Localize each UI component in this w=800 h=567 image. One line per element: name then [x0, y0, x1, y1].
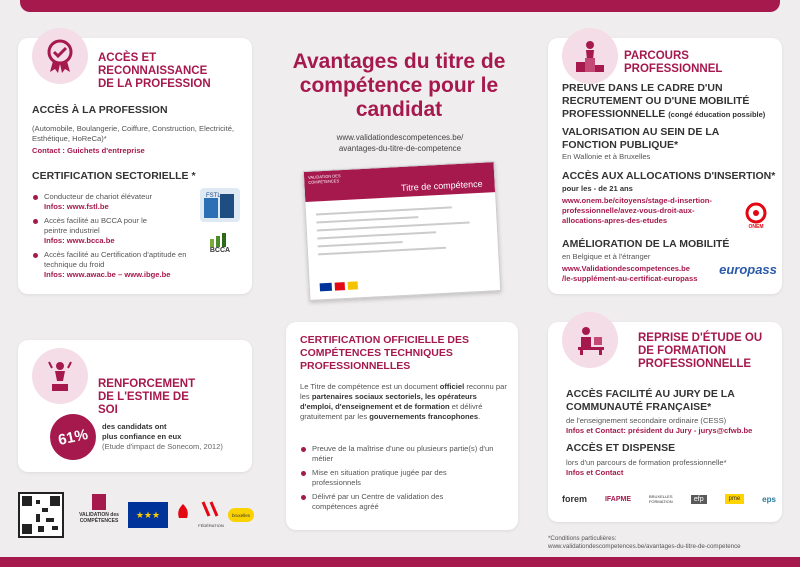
- forem-logo: forem: [562, 494, 588, 504]
- card-title: RENFORCEMENT DE L'ESTIME DE SOI: [98, 378, 196, 416]
- card-title: REPRISE D'ÉTUDE OU DE FORMATION PROFESSIONNELLE: [638, 332, 763, 370]
- certificate-header: VALIDATION DES COMPÉTENCES: [307, 173, 341, 185]
- card-reprise-etude: [548, 322, 782, 522]
- list-item: Mise en situation pratique jugée par des professionnels: [300, 468, 480, 488]
- onem-logo: [740, 200, 772, 232]
- card-title: ACCÈS ET RECONNAISSANCE DE LA PROFESSION: [98, 52, 211, 90]
- card-estime-de-soi: [18, 340, 252, 472]
- section-note: (congé éducation possible): [668, 110, 766, 119]
- fstl-logo: [200, 188, 240, 222]
- conditions-label: *Conditions particulières:: [548, 535, 617, 542]
- section-text: de l'enseignement secondaire ordinaire (CESS): [566, 416, 727, 425]
- mobility-link[interactable]: www.Validationdescompetences.be: [562, 264, 691, 273]
- p-text: .: [478, 412, 481, 421]
- item-link[interactable]: Infos: www.awac.be – www.ibge.be: [44, 270, 171, 279]
- list-item: Délivré par un Centre de validation des compétences agréé: [300, 492, 480, 512]
- p-bold: gouvernements francophones: [369, 412, 479, 421]
- onem-link[interactable]: www.onem.be/citoyens/stage-d-insertion-professionnelle/avez-vous-droit-aux-allocations-apres-des-etudes: [562, 196, 712, 225]
- list-item: [32, 216, 162, 246]
- europass-logo-text: europass: [719, 261, 777, 277]
- section-title: ACCÈS AUX ALLOCATIONS D'INSERTION*: [562, 170, 776, 182]
- p-text: reconnu par les: [300, 382, 507, 401]
- validation-competences-logo-text: VALIDATION des COMPÉTENCES: [79, 512, 119, 524]
- eu-flag-logo: ★★★: [128, 502, 168, 528]
- item-text: Conducteur de chariot élévateur: [44, 192, 153, 201]
- bruxelles-logo-text: bruxelles: [231, 512, 250, 518]
- bcca-logo: [202, 230, 238, 256]
- section-title: PREUVE DANS LE CADRE D'UN RECRUTEMENT OU D'UNE MOBILITÉ PROFESSIONNELLE: [562, 82, 750, 120]
- eps-logo: eps: [762, 494, 776, 504]
- wallonie-logo: [174, 502, 192, 528]
- contact-text: Contact : Guichets d'entreprise: [32, 146, 145, 155]
- section-text: lors d'un parcours de formation professionnelle*: [566, 458, 727, 467]
- validation-competences-logo: [76, 494, 122, 538]
- item-link[interactable]: Infos: www.bcca.be: [44, 236, 115, 245]
- page-title: Avantages du titre de compétence pour le candidat: [292, 50, 506, 121]
- federation-logo-text: FÉDÉRATION: [198, 523, 224, 528]
- podium-person-icon: [562, 28, 618, 84]
- mobility-link-2[interactable]: /le-supplément-au-certificat-europass: [562, 274, 698, 283]
- stat-line-1: des candidats ont: [102, 422, 167, 431]
- section-title: AMÉLIORATION DE LA MOBILITÉ: [562, 238, 730, 250]
- section-title: CERTIFICATION SECTORIELLE *: [32, 170, 196, 182]
- ifapme-logo: IFAPME: [604, 495, 632, 503]
- section-title: ACCÈS ET DISPENSE: [566, 442, 676, 454]
- card-title: PARCOURS PROFESSIONNEL: [624, 50, 723, 75]
- card-acces-reconnaissance: [18, 38, 252, 294]
- p-bold: officiel: [439, 382, 465, 391]
- ribbon-badge-icon: [32, 28, 88, 84]
- bruxelles-logo: [228, 508, 254, 522]
- certificate-title: Titre de compétence: [400, 178, 483, 193]
- conditions-note: [548, 535, 741, 551]
- section-block: [562, 82, 774, 121]
- list-item: [32, 192, 192, 212]
- conditions-link[interactable]: www.validationdescompetences.be/avantages-du-titre-de-competence: [548, 543, 741, 550]
- p-text: Le Titre de compétence est un document: [300, 382, 440, 391]
- url-line-1: www.validationdescompetences.be/: [336, 133, 464, 142]
- section-text: pour les - de 21 ans: [562, 184, 633, 193]
- efp-logo: efp: [691, 495, 707, 504]
- list-item: [32, 250, 212, 280]
- item-text: Accès facilité au Certification d'aptitude en technique du froid: [44, 250, 187, 269]
- federation-logo: [198, 500, 224, 530]
- top-accent-bar: [20, 0, 780, 12]
- card-certification-officielle: [286, 322, 518, 530]
- section-title: ACCÈS FACILITÉ AU JURY DE LA COMMUNAUTÉ FRANÇAISE*: [566, 388, 735, 413]
- url-line-2: avantages-du-titre-de-competence: [338, 144, 462, 153]
- list-item: Preuve de la maîtrise d'une ou plusieurs partie(s) d'un métier: [300, 444, 500, 464]
- bruxelles-formation-logo: BRUXELLES FORMATION: [648, 494, 673, 504]
- section-text: (Automobile, Boulangerie, Coiffure, Construction, Electricité, Esthétique, HoReCa)*: [32, 124, 235, 143]
- card-parcours-professionnel: [548, 38, 782, 294]
- qr-code[interactable]: [18, 492, 64, 538]
- fstl-logo-text: FSTL: [206, 193, 221, 199]
- europass-logo: [718, 254, 778, 284]
- stat-line-2: plus confiance en eux: [102, 432, 182, 441]
- item-text: Accès facilité au BCCA pour le peintre industriel: [44, 216, 147, 235]
- onem-logo-text: ONEM: [748, 224, 764, 230]
- certificate-image: [303, 161, 502, 301]
- student-desk-icon: [562, 312, 618, 368]
- item-link[interactable]: Infos: www.fstl.be: [44, 202, 109, 211]
- section-text: En Wallonie et à Bruxelles: [562, 152, 651, 161]
- pme-logo: pme: [725, 494, 745, 504]
- stat-text: [102, 422, 252, 452]
- bcca-logo-text: BCCA: [209, 246, 231, 254]
- bottom-accent-bar: [0, 557, 800, 567]
- stat-source: (Etude d'impact de Sonecom, 2012): [102, 442, 223, 451]
- percent-badge: [46, 410, 101, 465]
- trophy-person-icon: [32, 348, 88, 404]
- partner-logos: [562, 494, 776, 504]
- contact-link[interactable]: Infos et Contact: [566, 468, 624, 477]
- percent-value: 61%: [56, 425, 90, 449]
- section-title: VALORISATION AU SEIN DE LA FONCTION PUBLIQUE*: [562, 126, 719, 151]
- center-url[interactable]: [300, 132, 500, 154]
- section-text: en Belgique et à l'étranger: [562, 252, 651, 261]
- section-title: ACCÈS À LA PROFESSION: [32, 104, 168, 116]
- card-title: CERTIFICATION OFFICIELLE DES COMPÉTENCES TECHNIQUES PROFESSIONNELLES: [300, 334, 469, 372]
- p-text: et délivré gratuitement par les: [300, 402, 483, 421]
- p-bold: partenaires sociaux sectoriels, les opérateurs d'emploi, d'enseignement et de formation: [300, 392, 477, 411]
- jury-link[interactable]: Infos et Contact: président du Jury - jurys@cfwb.be: [566, 426, 753, 435]
- certif-paragraph: [300, 382, 508, 422]
